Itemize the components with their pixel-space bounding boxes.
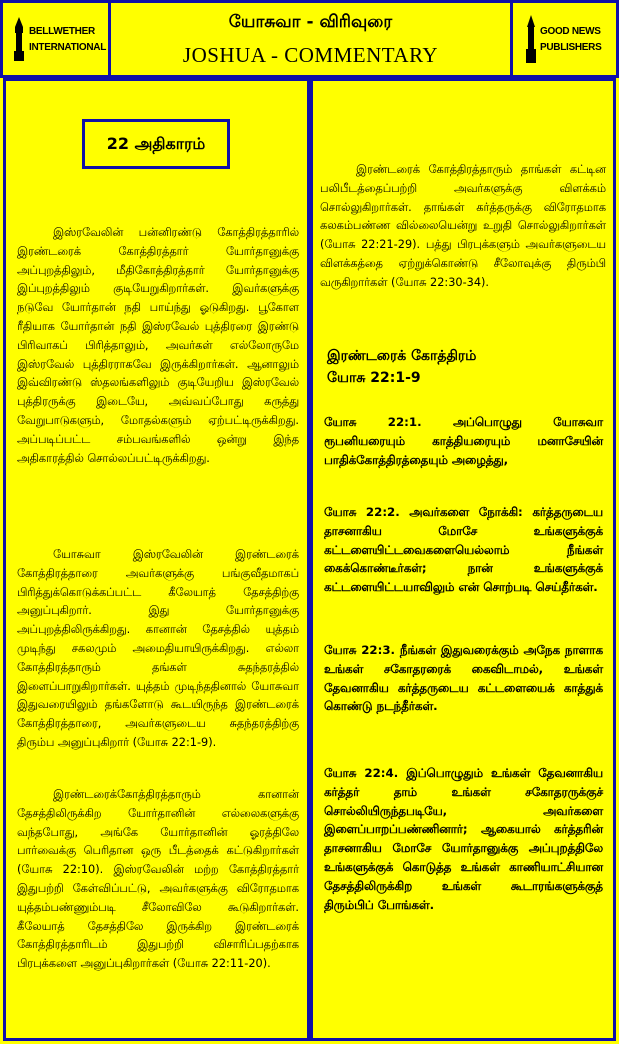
intro-paragraph — [17, 224, 299, 468]
tower-icon — [523, 15, 539, 65]
right-column — [310, 78, 616, 1041]
right-logo-line1: GOOD NEWS — [540, 26, 601, 37]
verse-22-1: யோசு 22:1. அப்பொழுது யோசுவா ரூபனியரையும் காத்தியரையும் மனாசேயின் பாதிக்கோத்திரத்தையும் அழைத்து, — [324, 415, 603, 467]
summary-paragraph-2 — [17, 786, 299, 974]
summary-paragraph-3-text: இரண்டரைக் கோத்திரத்தாரும் தாங்கள் கட்டின பலிபீடத்தைப்பற்றி அவர்களுக்கு விளக்கம் சொல்லுகிறார்கள். தாங்கள் கர்த்தருக்கு விரோதமாக கலகம்பண்ண வில்லையென்று உறுதி சொல்லுகிறார்கள் (யோசு 22:21-29). பத்து பிரபுக்களும் அவர்களுடைய விளக்கத்தை ஏற்றுக்கொண்டு சீலோவுக்கு திரும்பி வருகிறார்கள் (யோசு 22:30-34). — [320, 163, 606, 289]
title-english: JOSHUA - COMMENTARY — [182, 43, 439, 67]
summary-paragraph-1-text: யோசுவா இஸ்ரவேலின் இரண்டரைக் கோத்திரத்தாரை அவர்களுக்கு பங்குவீதமாகப் பிரித்துக்கொடுக்கப்பட்ட கீலேயாத் தேசத்திற்கு அனுப்புகிறார். இது யோர்தானுக்கு அப்புறத்திலிருக்கிறது. கானான் தேசத்தில் யுத்தம் முடிந்து சகலமும் அமைதியாயிருக்கிறது. எல்லா கோத்திரத்தாரும் தங்கள் சுதந்தரத்தில் இளைப்பாறுகிறார்கள். யுத்தம் முடிந்ததினால் யோசுவா இதுவரையிலும் தங்களோடு கூடயிருந்த இரண்டரைக் கோத்திரத்தாரை, அவர்களுடைய சுதந்தரத்திற்கு திரும்ப அனுப்புகிறார் (யோசு 22:1-9). — [17, 548, 299, 749]
right-logo-line2: PUBLISHERS — [540, 42, 602, 53]
good-news-logo — [510, 3, 616, 75]
title-tamil: யோசுவா - விரிவுரை — [228, 12, 393, 32]
section-heading-title: இரண்டரைக் கோத்திரம் — [327, 348, 477, 364]
bellwether-logo — [3, 3, 111, 75]
section-heading — [327, 345, 476, 389]
left-column — [3, 78, 310, 1041]
summary-paragraph-1 — [17, 546, 299, 753]
verse-22-3: யோசு 22:3. நீங்கள் இதுவரைக்கும் அநேக நாளாக உங்கள் சகோதரரைக் கைவிடாமல், உங்கள் தேவனாகிய கர்த்தருடைய கட்டளையைக் காத்துக் கொண்டு நடந்தீர்கள். — [324, 643, 603, 714]
chapter-heading: 22 அதிகாரம் — [82, 119, 230, 169]
bell-tower-icon — [11, 17, 27, 63]
left-logo-line1: BELLWETHER — [29, 26, 95, 37]
summary-paragraph-2-text: இரண்டரைக்கோத்திரத்தாரும் கானான் தேசத்திலிருக்கிற யோர்தானின் எல்லைகளுக்கு வந்தபோது, அங்கே யோர்தானின் ஓரத்திலே பார்வைக்கு பெரிதான ஒரு பீடத்தைக் கட்டுகிறார்கள் (யோசு 22:10). இஸ்ரவேலின் மற்ற கோத்திரத்தார் இதுபற்றி கேள்விப்பட்டு, அவர்களுக்கு விரோதமாக யுத்தம்பண்ணும்படி சீலோவிலே கூடுகிறார்கள். கீலேயாத் தேசத்திலே இருக்கிற இரண்டரைக் கோத்திரத்தாரிடம் இதுபற்றி விசாரிப்பதற்காக பிரபுக்களை அனுப்புகிறார்கள் (யோசு 22:11-20). — [17, 788, 299, 971]
left-logo-line2: INTERNATIONAL — [29, 42, 107, 53]
summary-paragraph-3 — [320, 161, 606, 293]
page-header — [0, 0, 619, 78]
intro-paragraph-text: இஸ்ரவேலின் பன்னிரண்டு கோத்திரத்தாரில் இரண்டரைக் கோத்திரத்தார் யோர்தானுக்கு அப்புறத்திலும், மீதிகோத்திரத்தார் யோர்தானுக்கு இப்புறத்திலும் குடியேறுகிறார்கள். இவர்களுக்கு நடுவே யோர்தான் நதி பாய்ந்து ஓடுகிறது. பூகோள ரீதியாக யோர்தான் நதி இஸ்ரவேல் புத்திரரை இரண்டு பிரிவாகப் பிரித்தாலும், அவர்கள் எல்லோருமே இஸ்ரவேல் புத்திரராகவே இருக்கிறார்கள். ஆனாலும் இவ்விரண்டு ஸ்தலங்களிலும் குடியேறிய இஸ்ரவேல் புத்திரருக்கு இடையே, அவ்வப்போது கருத்து வேறுபாடுகளும், மோதல்களும் ஏற்பட்டிருக்கிறது. அப்படிப்பட்ட சம்பவங்களில் ஒன்று இந்த அதிகாரத்தில் சொல்லப்பட்டிருக்கிறது. — [17, 226, 299, 465]
title-area — [111, 3, 510, 75]
section-heading-reference: யோசு 22:1-9 — [327, 370, 421, 386]
verse-22-2: யோசு 22:2. அவர்களை நோக்கி: கர்த்தருடைய தாசனாகிய மோசே உங்களுக்குக் கட்டளையிட்டவைகளையெல்லாம் நீங்கள் கைக்கொண்டீர்கள்; நான் உங்களுக்குக் கட்டளையிட்டயாவிலும் என் சொற்படி செய்தீர்கள். — [324, 505, 603, 595]
verse-22-4: யோசு 22:4. இப்பொழுதும் உங்கள் தேவனாகிய கர்த்தர் தாம் உங்கள் சகோதரருக்குச் சொல்லியிருந்தபடியே, அவர்களை இளைப்பாறப்பண்ணினார்; ஆகையால் கர்த்தரின் தாசனாகிய மோசே யோர்தானுக்கு அப்புறத்திலே உங்களுக்குக் கொடுத்த உங்கள் காணியாட்சியான தேசத்திலிருக்கிற உங்கள் கூடாரங்களுக்குத் திரும்பிப் போங்கள். — [324, 766, 603, 912]
